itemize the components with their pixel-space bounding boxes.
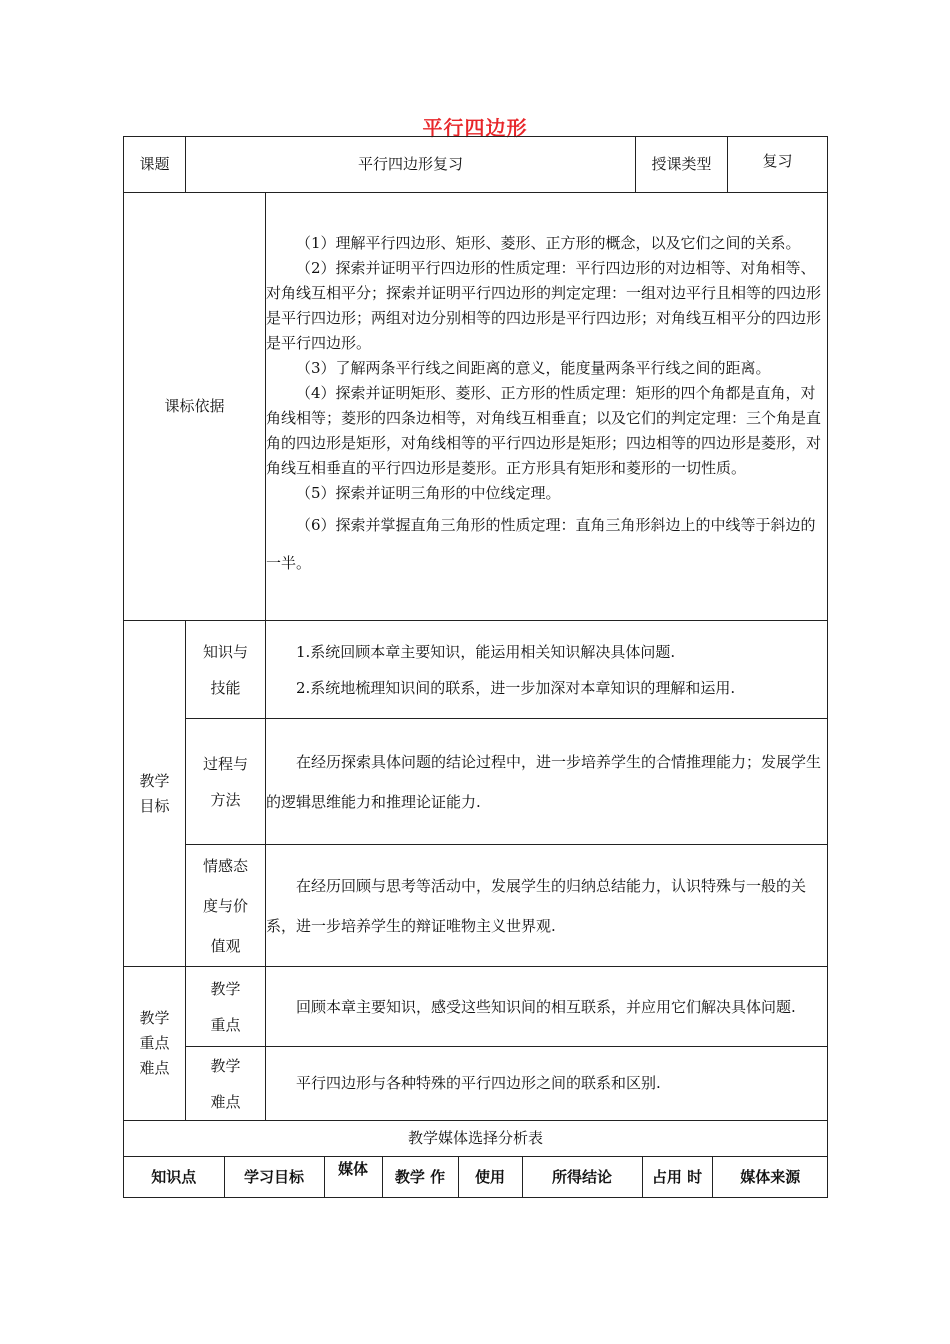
standard-content bbox=[266, 193, 828, 621]
media-col-teaching: 教学 作 bbox=[382, 1157, 458, 1197]
objectives-label: 教学目标 bbox=[124, 621, 186, 967]
media-col-goal: 学习目标 bbox=[224, 1157, 324, 1197]
standard-label: 课标依据 bbox=[124, 193, 266, 621]
type-value: 复习 bbox=[728, 137, 828, 193]
standard-p1: （1）理解平行四边形、矩形、菱形、正方形的概念，以及它们之间的关系。 bbox=[296, 234, 801, 252]
media-col-knowledge: 知识点 bbox=[124, 1157, 224, 1197]
knowledge-item-1: 1.系统回顾本章主要知识，能运用相关知识解决具体问题. bbox=[296, 642, 676, 661]
process-row bbox=[124, 719, 828, 845]
standard-p4: （4）探索并证明矩形、菱形、正方形的性质定理：矩形的四个角都是直角，对角线相等；菱形的四条边相等，对角线互相垂直；以及它们的判定定理：三个角是直角的四边形是矩形，对角线相等的平行四边形是矩形；四边相等的四边形是菱形，对角线互相垂直的平行四边形是菱形。正方形具有矩形和菱形的一切性质。 bbox=[266, 384, 822, 477]
topic-value: 平行四边形复习 bbox=[186, 137, 636, 193]
media-columns bbox=[124, 1157, 828, 1197]
standard-p2: （2）探索并证明平行四边形的性质定理：平行四边形的对边相等、对角相等、对角线互相平分；探索并证明平行四边形的判定定理：一组对边平行且相等的四边形是平行四边形；两组对边分别相等的四边形是平行四边形；对角线互相平分的四边形是平行四边形。 bbox=[266, 259, 822, 352]
difficulty-content bbox=[266, 1047, 828, 1121]
standard-row bbox=[124, 193, 828, 621]
media-col-source: 媒体来源 bbox=[740, 1167, 801, 1186]
media-col-conclusion: 所得结论 bbox=[522, 1157, 642, 1197]
topic-row bbox=[124, 137, 828, 193]
topic-label: 课题 bbox=[124, 137, 186, 193]
process-text: 在经历探索具体问题的结论过程中，进一步培养学生的合情推理能力；发展学生的逻辑思维能力和推理论证能力. bbox=[266, 752, 822, 811]
process-label: 过程与方法 bbox=[186, 719, 266, 845]
media-col-time: 占用 时 bbox=[642, 1157, 712, 1197]
focus-row bbox=[124, 967, 828, 1047]
knowledge-item-2: 2.系统地梳理知识间的联系，进一步加深对本章知识的理解和运用. bbox=[296, 678, 736, 697]
media-header-row bbox=[124, 1157, 828, 1198]
emotion-text: 在经历回顾与思考等活动中，发展学生的归纳总结能力，认识特殊与一般的关系，进一步培养学生的辩证唯物主义世界观. bbox=[266, 876, 807, 935]
emotion-content bbox=[266, 845, 828, 967]
emotion-row bbox=[124, 845, 828, 967]
difficulty-row bbox=[124, 1047, 828, 1121]
standard-p5: （5）探索并证明三角形的中位线定理。 bbox=[296, 484, 561, 502]
focus-content bbox=[266, 967, 828, 1047]
media-title-row bbox=[124, 1121, 828, 1157]
process-content bbox=[266, 719, 828, 845]
focus-label: 教学重点 bbox=[186, 967, 266, 1047]
standard-p3: （3）了解两条平行线之间距离的意义，能度量两条平行线之间的距离。 bbox=[296, 359, 771, 377]
media-col-use: 使用 bbox=[458, 1157, 522, 1197]
page-title: 平行四边形 bbox=[422, 116, 528, 140]
lesson-plan-table bbox=[123, 136, 828, 1198]
knowledge-row bbox=[124, 621, 828, 719]
difficulty-label: 教学难点 bbox=[186, 1047, 266, 1121]
knowledge-content bbox=[266, 621, 828, 719]
media-col-media: 媒体 bbox=[324, 1157, 382, 1197]
keypoints-label: 教学重点难点 bbox=[124, 967, 186, 1121]
emotion-label: 情感态度与价值观 bbox=[186, 845, 266, 967]
type-label: 授课类型 bbox=[636, 137, 728, 193]
focus-text: 回顾本章主要知识，感受这些知识间的相互联系，并应用它们解决具体问题. bbox=[296, 997, 796, 1016]
difficulty-text: 平行四边形与各种特殊的平行四边形之间的联系和区别. bbox=[296, 1074, 661, 1092]
standard-p6: （6）探索并掌握直角三角形的性质定理：直角三角形斜边上的中线等于斜边的一半。 bbox=[266, 516, 816, 572]
media-title: 教学媒体选择分析表 bbox=[124, 1121, 828, 1157]
knowledge-label: 知识与技能 bbox=[186, 621, 266, 719]
